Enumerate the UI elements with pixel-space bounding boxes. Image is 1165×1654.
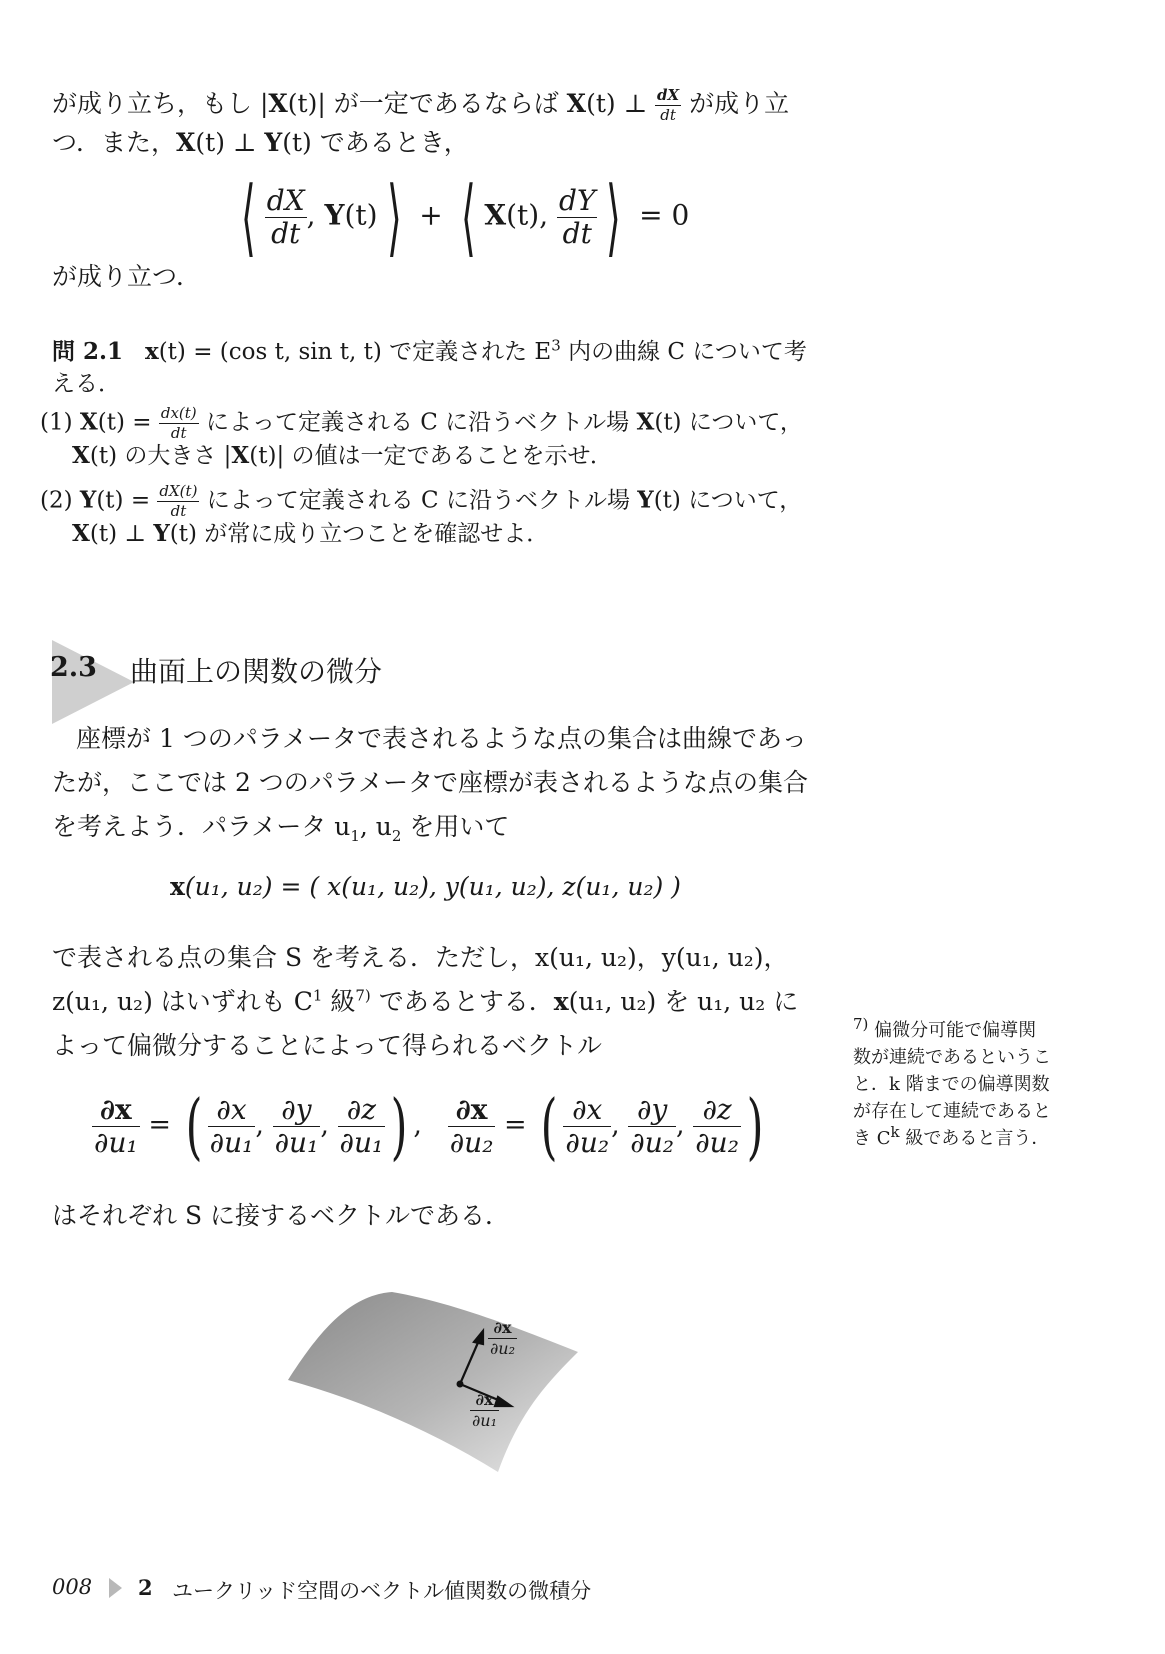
text-span: つ．また， bbox=[52, 128, 177, 157]
sidenote-line-2 bbox=[853, 1049, 1051, 1067]
fraction bbox=[159, 406, 199, 441]
text-span: よって偏微分することによって得られるベクトル bbox=[52, 1031, 603, 1060]
subscript: 1 bbox=[350, 827, 360, 845]
right-angle: ⟩ bbox=[386, 168, 402, 266]
equals-zero: = 0 bbox=[639, 198, 690, 232]
fraction-numerator: ∂x bbox=[470, 1392, 499, 1411]
text-line-2 bbox=[52, 130, 469, 155]
sidenote-line-1 bbox=[853, 1015, 1037, 1041]
equals-sign: = bbox=[148, 1109, 171, 1141]
text-span: 内の曲線 C について考 bbox=[560, 339, 807, 365]
fraction-denominator: ∂u₂ bbox=[695, 1125, 739, 1159]
bold-X: X bbox=[72, 442, 90, 469]
left-paren: ( bbox=[185, 1084, 203, 1168]
problem-line-1 bbox=[52, 336, 807, 365]
text-span: であるとする． bbox=[370, 987, 554, 1016]
text-span: z(u₁, u₂) はいずれも C bbox=[52, 987, 313, 1016]
text-span: (t) ⊥ bbox=[586, 89, 656, 118]
fraction bbox=[563, 1092, 611, 1159]
text-span: が成り立つ． bbox=[52, 262, 202, 291]
fraction-numerator: dY bbox=[559, 183, 596, 217]
fraction-dX-dt bbox=[265, 183, 307, 250]
bold-x: x bbox=[144, 338, 159, 365]
text-span: 級であると言う． bbox=[899, 1128, 1050, 1149]
dX-text: dX bbox=[266, 183, 305, 217]
footer-triangle-icon bbox=[109, 1578, 122, 1598]
bold-X: X bbox=[268, 89, 288, 118]
text-span: える． bbox=[52, 371, 121, 397]
fraction bbox=[693, 1092, 741, 1159]
bold-Y: Y bbox=[637, 486, 654, 514]
body-line-5 bbox=[52, 986, 799, 1016]
text-span: (t) について， bbox=[653, 487, 803, 514]
fraction-numerator bbox=[265, 183, 307, 218]
fraction bbox=[273, 1092, 321, 1159]
fraction-denominator: dt bbox=[562, 216, 592, 250]
fraction-denominator: ∂u₂ bbox=[565, 1125, 610, 1159]
text-line-1 bbox=[52, 88, 789, 123]
body-line-6 bbox=[52, 1033, 602, 1058]
bold-Y: Y bbox=[153, 520, 170, 547]
text-span: が存在して連続であると bbox=[853, 1101, 1051, 1122]
problem-item-1 bbox=[40, 406, 803, 441]
bold-x: x bbox=[553, 987, 569, 1016]
text-span: (t) = bbox=[96, 487, 158, 514]
text-span: が成り立 bbox=[689, 89, 790, 118]
text-line-3 bbox=[52, 264, 201, 289]
text-span: が成り立ち，もし | bbox=[52, 89, 269, 118]
text-span: (t) であるとき， bbox=[282, 128, 469, 157]
bold-X: X bbox=[566, 89, 587, 118]
text-span: 座標が 1 つのパラメータで表されるような点の集合は曲線であっ bbox=[76, 724, 807, 753]
footnote-mark: 7) bbox=[355, 986, 371, 1005]
bold-X: X bbox=[484, 198, 507, 232]
text-span: き C bbox=[853, 1128, 891, 1149]
surface-patch bbox=[288, 1292, 578, 1472]
footnote-mark: 7) bbox=[853, 1015, 869, 1033]
text-span: によって定義される C に沿うベクトル場 bbox=[199, 487, 638, 514]
bold-X: X bbox=[79, 408, 98, 436]
section-title: 曲面上の関数の微分 bbox=[130, 655, 383, 688]
fraction-denominator: dt bbox=[271, 216, 301, 250]
sidenote-line-3 bbox=[853, 1076, 1050, 1094]
superscript: 1 bbox=[312, 986, 323, 1005]
chapter-number: 2 bbox=[138, 1575, 153, 1600]
display-equation-3: $\frac{\partial x}{\text{∂u₁}}$ = ( $\frac{\partial x}{\text{∂u₁}}$ , $\frac{\partial y}{\text{∂u₁}}$ , $\frac{\partial z}{\text{∂u₁}}$ ) , $\frac{\partial x}{\text{∂u₂}}$ = ( $\frac{\partial x}{\text{∂u₂}}$ , $\frac{\partial y}{\text{∂u₂}}$ , $\frac{\partial z}{\text{∂u₂}}$ ) bbox=[94, 1084, 764, 1168]
plus-sign: + bbox=[410, 198, 452, 232]
fraction bbox=[470, 1392, 499, 1429]
fraction-numerator: dX(t) bbox=[159, 482, 198, 500]
problem-item-1-cont bbox=[72, 444, 613, 468]
left-angle: ⟨ bbox=[460, 168, 476, 266]
equation-text: (u₁, u₂) = ( x(u₁, u₂), y(u₁, u₂), z(u₁, u₂) ) bbox=[184, 872, 681, 901]
left-angle: ⟨ bbox=[241, 168, 256, 266]
fraction-denominator: dt bbox=[170, 502, 187, 520]
bold-Y: Y bbox=[264, 128, 283, 157]
text-span: (t) ⊥ bbox=[89, 521, 154, 547]
body-line-2 bbox=[52, 770, 808, 795]
display-equation-2 bbox=[170, 874, 681, 899]
fraction-denominator: ∂u₁ bbox=[274, 1125, 319, 1159]
problem-item-2 bbox=[40, 484, 802, 519]
item-number: (1) bbox=[40, 409, 80, 436]
bold-Y: Y bbox=[79, 486, 97, 514]
fraction bbox=[338, 1092, 386, 1159]
chapter-title: ユークリッド空間のベクトル値関数の微積分 bbox=[172, 1579, 592, 1603]
body-line-7 bbox=[52, 1203, 510, 1228]
bold-Y: Y bbox=[324, 198, 345, 232]
text-span: (t) bbox=[344, 198, 378, 232]
text-span: 級 bbox=[322, 987, 356, 1016]
surface-figure bbox=[280, 1280, 600, 1480]
bold-x: x bbox=[170, 872, 185, 901]
fraction-numerator: ∂x bbox=[92, 1096, 140, 1127]
text-span: (t) が常に成り立つことを確認せよ． bbox=[169, 521, 550, 547]
text-span: , u bbox=[359, 812, 392, 841]
right-paren: ) bbox=[390, 1084, 408, 1168]
problem-item-2-cont bbox=[72, 522, 549, 546]
fraction-dY-dt bbox=[557, 183, 597, 250]
text-span: (u₁, u₂) を u₁, u₂ に bbox=[568, 987, 799, 1016]
problem-line-2 bbox=[52, 373, 121, 396]
equals-sign: = bbox=[504, 1109, 527, 1141]
fraction-denominator: ∂u₁ bbox=[339, 1125, 384, 1159]
fraction-denominator: ∂u₁ bbox=[472, 1411, 497, 1430]
section-number: 2.3 bbox=[50, 652, 97, 683]
text-span: (t), bbox=[506, 198, 549, 232]
display-equation-1: ⟨ $\frac{dX}{dt}$ , Y(t) ⟩ + ⟨ X(t), $\frac{dY}{dt}$ ⟩ = 0 bbox=[241, 168, 690, 266]
label-dx-du2 bbox=[488, 1320, 517, 1357]
text-span: によって定義される C に沿うベクトル場 bbox=[198, 409, 637, 436]
label-dx-du1 bbox=[470, 1392, 499, 1429]
bold-X: X bbox=[176, 128, 196, 157]
fraction-denominator: ∂u₁ bbox=[94, 1125, 138, 1159]
text-span: (t)| が一定であるならば bbox=[287, 89, 567, 118]
bold-X: X bbox=[231, 442, 250, 469]
text-span: (t)| の値は一定であることを示せ． bbox=[249, 443, 613, 469]
fraction-numerator: ∂y bbox=[273, 1096, 321, 1127]
left-paren: ( bbox=[540, 1084, 558, 1168]
superscript: k bbox=[890, 1123, 900, 1141]
sidenote-line-4 bbox=[853, 1103, 1051, 1121]
fraction-denominator: ∂u₂ bbox=[490, 1339, 515, 1358]
text-span: を用いて bbox=[401, 812, 510, 841]
fraction-numerator: ∂x bbox=[563, 1096, 611, 1127]
fraction bbox=[628, 1092, 676, 1159]
text-span: 数が連続であるというこ bbox=[853, 1047, 1051, 1068]
right-angle: ⟩ bbox=[606, 168, 622, 266]
item-number: (2) bbox=[40, 487, 80, 514]
bold-X: X bbox=[636, 408, 655, 436]
text-span: (t) の大きさ | bbox=[89, 443, 232, 469]
fraction-denominator: ∂u₁ bbox=[209, 1125, 254, 1159]
body-line-4 bbox=[52, 945, 789, 970]
fraction-numerator: dX bbox=[657, 86, 680, 104]
fraction bbox=[157, 484, 199, 519]
fraction-numerator: ∂x bbox=[488, 1320, 517, 1339]
fraction-numerator: ∂z bbox=[693, 1096, 741, 1127]
text-span: (t) = (cos t, sin t, t) で定義された E bbox=[158, 339, 552, 365]
fraction-numerator: ∂x bbox=[208, 1096, 256, 1127]
fraction-dx-du1 bbox=[92, 1092, 140, 1159]
right-paren: ) bbox=[746, 1084, 764, 1168]
body-line-3 bbox=[52, 812, 510, 845]
text-span: たが，ここでは 2 つのパラメータで座標が表されるような点の集合 bbox=[52, 768, 809, 797]
page-number: 008 bbox=[52, 1575, 93, 1599]
body-line-1 bbox=[76, 726, 807, 751]
text-span: (t) = bbox=[97, 409, 159, 436]
fraction-dX-dt bbox=[655, 88, 681, 123]
bold-X: X bbox=[72, 520, 90, 547]
fraction-denominator: dt bbox=[660, 106, 676, 124]
fraction-numerator: ∂z bbox=[338, 1096, 386, 1127]
fraction-numerator: ∂x bbox=[448, 1096, 496, 1127]
fraction bbox=[208, 1092, 256, 1159]
text-span: で表される点の集合 S を考える．ただし，x(u₁, u₂)，y(u₁, u₂)， bbox=[52, 943, 789, 972]
fraction-denominator: ∂u₂ bbox=[630, 1125, 675, 1159]
fraction bbox=[488, 1320, 517, 1357]
text-span: (t) について， bbox=[654, 409, 803, 436]
text-span: はそれぞれ S に接するベクトルである． bbox=[52, 1201, 511, 1230]
text-span: (t) ⊥ bbox=[195, 128, 265, 157]
superscript: 3 bbox=[551, 336, 561, 355]
fraction-numerator: ∂y bbox=[628, 1096, 676, 1127]
text-span: と．k 階までの偏導関数 bbox=[853, 1074, 1050, 1095]
fraction-numerator: dx(t) bbox=[160, 404, 197, 422]
problem-label: 問 2.1 bbox=[52, 338, 124, 365]
subscript: 2 bbox=[391, 827, 402, 845]
fraction-denominator: ∂u₂ bbox=[449, 1125, 494, 1159]
text-span: を考えよう．パラメータ u bbox=[52, 812, 351, 841]
sidenote-line-5 bbox=[853, 1123, 1050, 1149]
fraction-dx-du2 bbox=[448, 1092, 496, 1159]
fraction-denominator: dt bbox=[170, 424, 187, 442]
text-span: 偏微分可能で偏導関 bbox=[868, 1020, 1037, 1041]
